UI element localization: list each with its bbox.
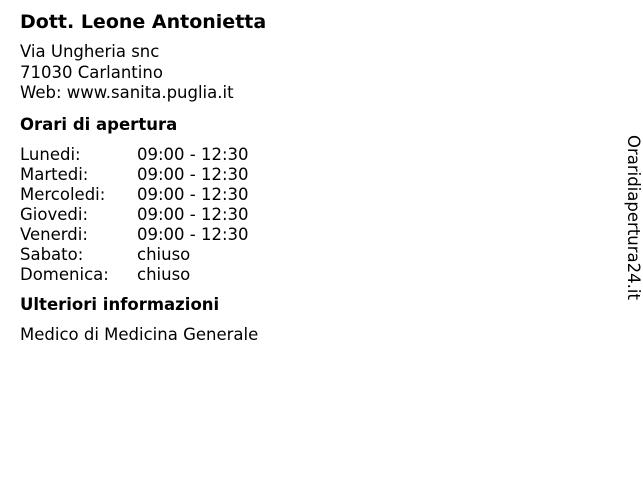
day-label: Lunedi: (20, 144, 81, 164)
day-label: Martedi: (20, 164, 89, 184)
day-label: Domenica: (20, 264, 109, 284)
day-hours: 09:00 - 12:30 (137, 184, 249, 204)
day-hours: 09:00 - 12:30 (137, 204, 249, 224)
day-hours: chiuso (137, 264, 191, 284)
street-address: Via Ungheria snc (20, 42, 160, 61)
hours-table (20, 145, 600, 285)
info-heading: Ulteriori informazioni (20, 294, 220, 314)
day-hours: chiuso (137, 244, 191, 264)
day-hours: 09:00 - 12:30 (137, 224, 249, 244)
hours-row-mercoledi (20, 185, 600, 205)
hours-row-giovedi (20, 205, 600, 225)
hours-row-lunedi (20, 145, 600, 165)
practice-card (20, 10, 600, 345)
day-label: Sabato: (20, 244, 84, 264)
hours-row-domenica (20, 265, 600, 285)
info-text: Medico di Medicina Generale (20, 324, 259, 344)
hours-row-sabato (20, 245, 600, 265)
address-block (20, 42, 600, 104)
website-line: Web: www.sanita.puglia.it (20, 83, 234, 102)
day-label: Giovedi: (20, 204, 88, 224)
day-label: Venerdi: (20, 224, 88, 244)
hours-heading: Orari di apertura (20, 114, 178, 134)
hours-row-venerdi (20, 225, 600, 245)
city-address: 71030 Carlantino (20, 62, 163, 82)
hours-row-martedi (20, 165, 600, 185)
day-label: Mercoledi: (20, 184, 106, 204)
day-hours: 09:00 - 12:30 (137, 164, 249, 184)
page-title: Dott. Leone Antonietta (20, 11, 267, 33)
brand-watermark: Oraridiapertura24.it (624, 135, 643, 300)
day-hours: 09:00 - 12:30 (137, 144, 249, 164)
